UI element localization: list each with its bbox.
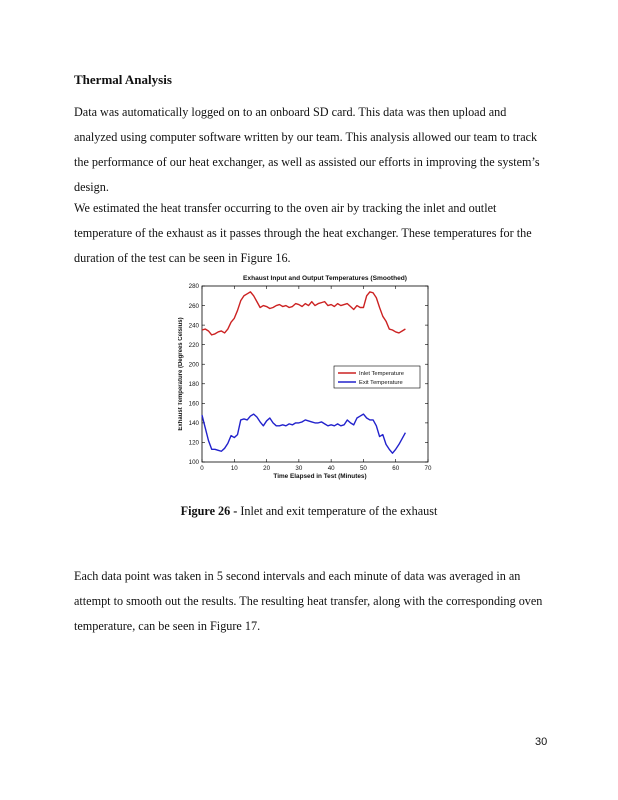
text-line: temperature of the exhaust as it passes through the heat exchanger. These temperatures for the — [74, 226, 532, 240]
chart-title: Exhaust Input and Output Temperatures (Smoothed) — [243, 275, 407, 282]
text-line: the performance of our heat exchanger, as well as assisted our efforts in improving the system’s — [74, 155, 540, 169]
text-line: duration of the test can be seen in Figure 16. — [74, 251, 291, 265]
y-tick-label: 280 — [188, 283, 199, 291]
legend-label: Exit Temperature — [359, 380, 403, 386]
x-tick-label: 10 — [230, 465, 238, 472]
x-tick-label: 70 — [424, 465, 432, 472]
x-tick-label: 20 — [263, 465, 271, 472]
text-line: temperature, can be seen in Figure 17. — [74, 619, 261, 633]
y-axis-label: Exhaust Temperature (Degrees Celsius) — [178, 317, 184, 431]
x-axis-label: Time Elapsed in Test (Minutes) — [273, 473, 367, 480]
paragraph-heat-transfer — [74, 196, 554, 271]
section-heading: Thermal Analysis — [74, 72, 172, 87]
legend-label: Inlet Temperature — [359, 371, 405, 377]
paragraph-smoothing — [74, 564, 554, 639]
paragraph-data-logging — [74, 100, 554, 200]
y-tick-label: 220 — [188, 341, 199, 349]
y-tick-label: 100 — [188, 459, 199, 467]
chart-svg — [178, 270, 440, 485]
y-tick-label: 120 — [188, 439, 199, 447]
text-line: Data was automatically logged on to an onboard SD card. This data was then upload and — [74, 105, 507, 119]
y-tick-label: 160 — [188, 400, 199, 408]
y-tick-label: 260 — [188, 302, 199, 310]
text-line: attempt to smooth out the results. The resulting heat transfer, along with the corresponding oven — [74, 594, 543, 608]
caption-text: Inlet and exit temperature of the exhaust — [237, 504, 438, 518]
text-line: design. — [74, 180, 109, 194]
x-tick-label: 40 — [327, 465, 335, 472]
figure-caption — [0, 504, 618, 519]
text-line: Each data point was taken in 5 second intervals and each minute of data was averaged in an — [74, 569, 521, 583]
page-number: 30 — [535, 736, 548, 748]
text-line: We estimated the heat transfer occurring to the oven air by tracking the inlet and outlet — [74, 201, 497, 215]
x-tick-label: 50 — [359, 465, 367, 472]
x-tick-label: 0 — [200, 465, 204, 472]
x-tick-label: 30 — [295, 465, 303, 472]
y-tick-label: 200 — [188, 361, 199, 369]
caption-label: Figure 26 - — [180, 504, 238, 518]
text-line: analyzed using computer software written by our team. This analysis allowed our team to track — [74, 130, 538, 144]
exhaust-temperature-chart — [178, 270, 440, 485]
y-tick-label: 240 — [188, 322, 199, 330]
y-tick-label: 140 — [188, 420, 199, 428]
x-tick-label: 60 — [392, 465, 400, 472]
y-tick-label: 180 — [188, 380, 199, 388]
